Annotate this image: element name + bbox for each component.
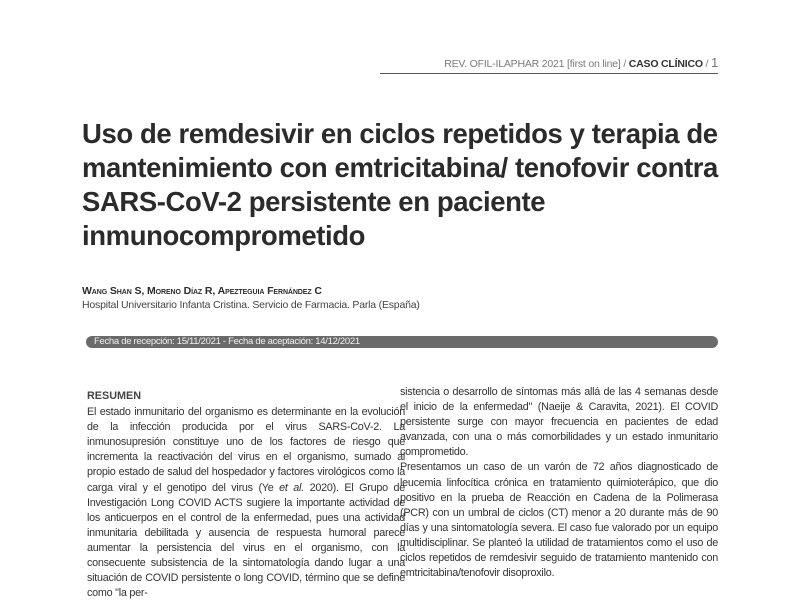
abstract-right-column	[400, 385, 718, 581]
section-label: CASO CLÍNICO	[628, 58, 703, 70]
abstract-paragraph: sistencia o desarrollo de síntomas más allá de las 4 semanas desde el inicio de la enfermedad" (Naeije & Caravita, 2021). El COVID persistente surge con mayor frecuencia en pacientes de edad avanzada, con una o más comorbilidades y un estado inmunitario comprometido.	[400, 386, 718, 459]
abstract-heading: RESUMEN	[87, 390, 141, 402]
article-title: Uso de remdesivir en ciclos repetidos y terapia de mantenimiento con emtricitabina/ tenofovir contra SARS-CoV-2 persistente en paciente inmunocomprometido	[82, 118, 718, 251]
abstract-text: 2020). El Grupo de Investigación Long COVID ACTS sugiere la importante actividad de los anticuerpos en el control de la enfermedad, pues una actividad inmunitaria debilitada y ausencia de respuesta humoral parece aumentar la persistencia del virus en el organismo, con la consecuente subsistencia de la sintomatología dando lugar a una situación de COVID persistente o long COVID, término que se define como "la per-	[87, 481, 405, 600]
abstract-text: El estado inmunitario del organismo es determinante en la evolución de la infección producida por el virus SARS-CoV-2. La inmunosupresión constituye uno de los factores de riesgo que incrementa la reactivación del virus en el organismo, sumado al propio estado de salud del hospedador y factores virológicos como la carga viral y el genotipo del virus (Ye	[87, 406, 405, 494]
citation-etal: et al.	[279, 481, 304, 494]
page-number: 1	[710, 55, 718, 70]
abstract-left-column	[87, 389, 405, 601]
abstract-paragraph	[87, 405, 405, 601]
journal-citation: REV. OFIL-ILAPHAR 2021 [first on line] /	[444, 58, 629, 70]
abstract-paragraph: Presentamos un caso de un varón de 72 años diagnosticado de leucemia linfocítica crónica en tratamiento quimioterápico, que dio positivo en la prueba de Reacción en Cadena de la Polimerasa (PCR) con un umbral de ciclos (CT) menor a 20 durante más de 90 días y una sintomatología severa. El caso fue valorado por un equipo multidisciplinar. Se planteó la utilidad de tratamientos como el uso de ciclos repetidos de remdesivir seguido de tratamiento mantenido con emtricitabina/tenofovir disoproxilo.	[400, 461, 718, 580]
author-list: Wang Shan S, Moreno Díaz R, Apezteguia Fernández C	[82, 285, 322, 297]
header-separator: /	[702, 58, 711, 70]
affiliation: Hospital Universitario Infanta Cristina. Servicio de Farmacia. Parla (España)	[82, 299, 420, 311]
running-header	[380, 55, 718, 74]
submission-dates-bar: Fecha de recepción: 15/11/2021 - Fecha de aceptación: 14/12/2021	[86, 336, 718, 348]
